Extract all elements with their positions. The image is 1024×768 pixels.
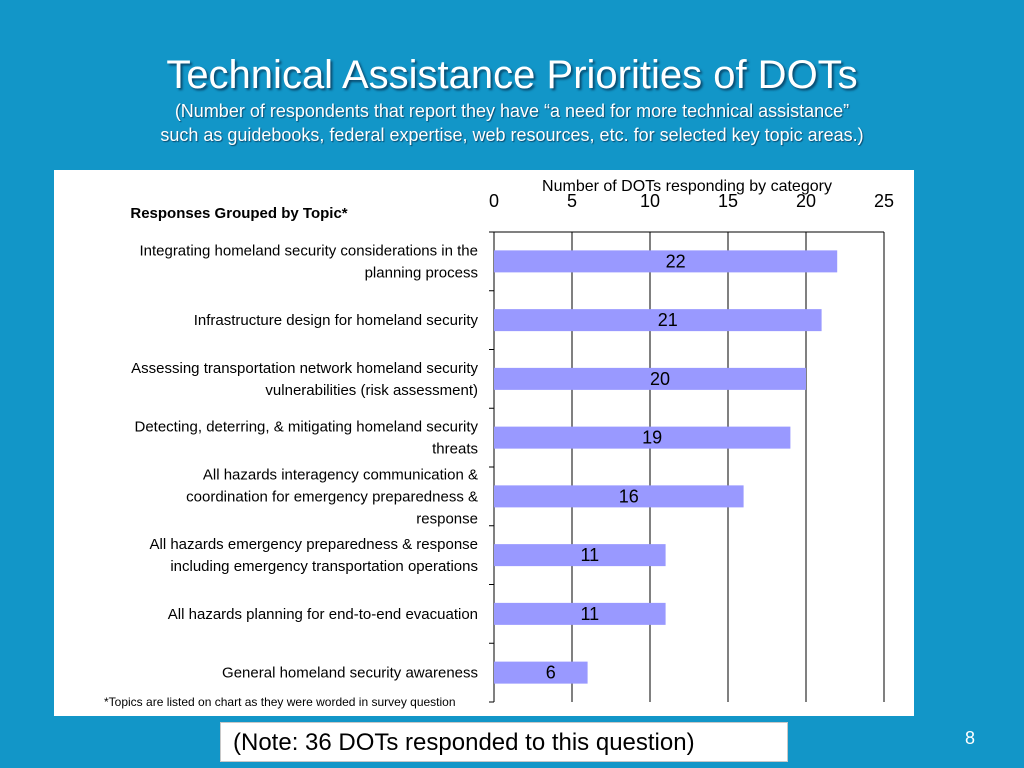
chart-footnote: *Topics are listed on chart as they were worded in survey question bbox=[104, 695, 456, 709]
respondent-note: (Note: 36 DOTs responded to this question) bbox=[220, 722, 788, 762]
x-tick-label: 5 bbox=[566, 191, 578, 211]
chart-title: Responses Grouped by Topic* bbox=[130, 205, 348, 222]
category-label: Detecting, deterring, & mitigating homeland security threats bbox=[134, 418, 478, 458]
slide-subtitle-line-2: such as guidebooks, federal expertise, web resources, etc. for selected key topic areas.) bbox=[160, 125, 864, 145]
x-axis-label: Number of DOTs responding by category bbox=[542, 178, 832, 195]
page-number: 8 bbox=[964, 728, 975, 748]
bar-value-label: 21 bbox=[657, 310, 678, 331]
bar-value-label: 16 bbox=[618, 486, 639, 507]
category-label: All hazards planning for end-to-end evacuation bbox=[167, 605, 478, 623]
x-tick-label: 20 bbox=[795, 191, 817, 211]
x-tick-label: 0 bbox=[488, 191, 500, 211]
x-tick-label: 15 bbox=[717, 191, 739, 211]
bar-chart bbox=[54, 170, 914, 716]
category-label: General homeland security awareness bbox=[222, 664, 478, 682]
bar-value-label: 22 bbox=[665, 251, 686, 272]
category-label: Infrastructure design for homeland security bbox=[193, 312, 478, 330]
category-label: All hazards interagency communication & coordination for emergency preparedness & response bbox=[186, 466, 478, 528]
bar-value-label: 20 bbox=[649, 368, 671, 389]
bar-value-label: 6 bbox=[545, 662, 556, 683]
slide-subtitle-line-1: (Number of respondents that report they have “a need for more technical assistance” bbox=[174, 101, 850, 121]
slide-title: Technical Assistance Priorities of DOTs bbox=[166, 53, 858, 97]
bar bbox=[494, 662, 588, 684]
x-tick-label: 10 bbox=[639, 191, 661, 211]
bar-value-label: 11 bbox=[580, 603, 600, 624]
category-label: Assessing transportation network homeland security vulnerabilities (risk assessment) bbox=[131, 359, 478, 399]
x-tick-label: 25 bbox=[873, 191, 895, 211]
category-label: All hazards emergency preparedness & response including emergency transportation operations bbox=[149, 536, 478, 576]
bar-value-label: 19 bbox=[642, 427, 663, 448]
bar-value-label: 11 bbox=[580, 545, 600, 566]
category-label: Integrating homeland security considerations in the planning process bbox=[139, 242, 478, 282]
chart-panel bbox=[54, 170, 914, 716]
